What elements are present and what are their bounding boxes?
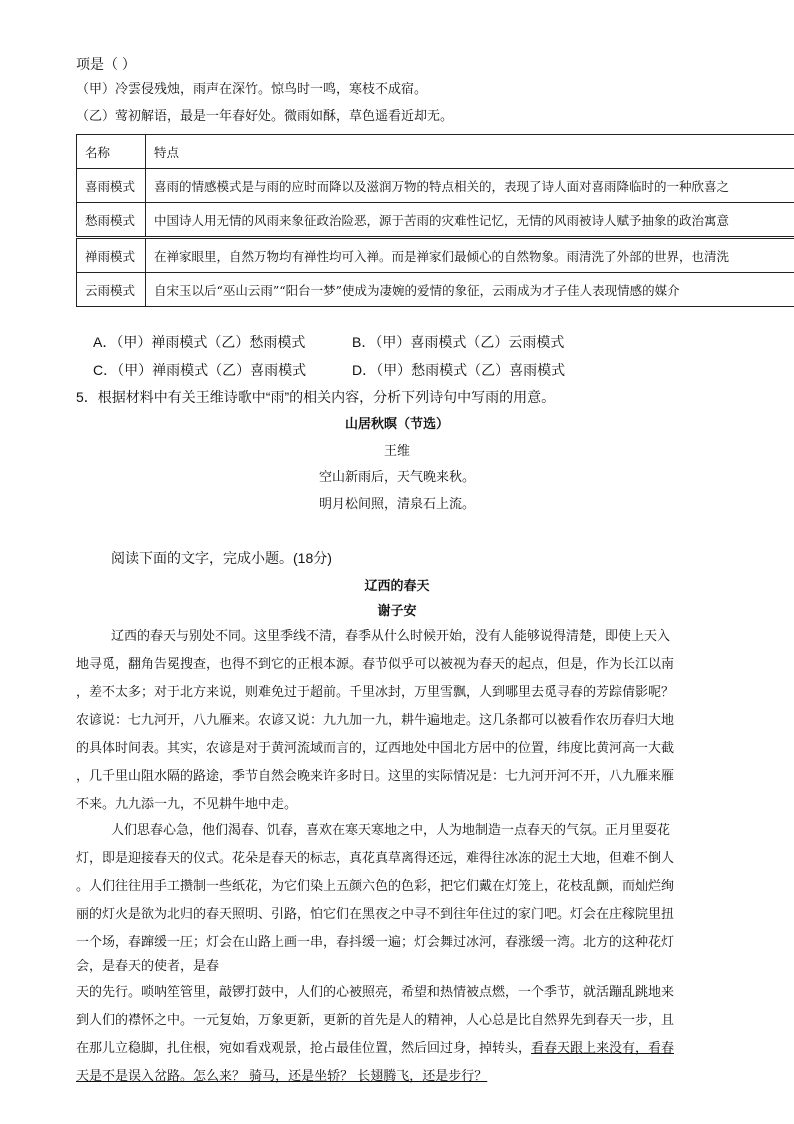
- passage-line: ，差不太多；对于北方来说，则难免过于超前。千里冰封，万里雪飘，人到哪里去觅寻春的芳踪倩影呢？: [76, 685, 675, 700]
- table-row: [77, 273, 794, 307]
- passage-line: 丽的灯火是欲为北归的春天照明、引路，怕它们在黑夜之中寻不到往年住过的家门吧。灯会在庄稼院里扭: [76, 907, 675, 922]
- passage-line: 天的先行。唢呐笙管里，敲锣打鼓中，人们的心被照亮，希望和热情被点燃，一个季节，就活蹦乱跳地来: [76, 985, 675, 1000]
- table-cell-mode: 禅雨模式: [77, 238, 146, 273]
- passage-line: 。人们往往用手工攒制一些纸花，为它们染上五颜六色的色彩，把它们戴在灯笼上，花枝乱颤，而灿烂绚: [76, 879, 675, 894]
- passage-line: 一个场，春蹿缓一圧；灯会在山路上画一串，春抖缓一遍；灯会舞过冰河，春涨缓一湾。北方的这种花灯: [76, 935, 675, 950]
- underlined-passage-text: 看春天跟上来没有，看春: [531, 1041, 675, 1056]
- table-cell-feature: 自宋玉以后“巫山云雨”“阳台一梦”使成为凄婉的爱情的象征，云雨成为才子佳人表现情感的媒介: [146, 273, 794, 307]
- table-header-row: [77, 135, 794, 169]
- question-5-prompt: 5．根据材料中有关王维诗歌中“雨”的相关内容，分析下列诗句中写雨的用意。: [76, 389, 556, 405]
- option-d: D．（甲）愁雨模式（乙）喜雨模式: [352, 362, 566, 378]
- poem-line-1: 空山新雨后，天气晚来秋。: [318, 470, 475, 485]
- table-cell-mode: 云雨模式: [77, 273, 146, 307]
- passage-line: 的具体时间表。其实，农谚是对于黄河流域而言的，辽西地处中国北方居中的位置，纬度比黄河高一大截: [76, 741, 675, 756]
- reading-author: 谢子安: [377, 604, 417, 619]
- passage-line: 灯，即是迎接春天的仪式。花朵是春天的标志，真花真草离得还远，难得往冰冻的泥土大地，但难不倒人: [76, 851, 675, 866]
- table-cell-mode: 愁雨模式: [77, 203, 146, 238]
- table-row: [77, 203, 794, 238]
- table-header-feature: 特点: [146, 135, 794, 169]
- passage-line: 会，是春天的使者，是春: [76, 959, 220, 974]
- table-row: [77, 169, 794, 203]
- passage-line: 不来。九九添一九，不见耕牛地中走。: [76, 797, 298, 812]
- passage-line: ，几千里山阻水隔的路途，季节自然会晚来许多时日。这里的实际情况是：七九河开河不开，八九雁来雁: [76, 769, 675, 784]
- passage-line: 人们思春心急，他们渴春、饥春，喜欢在寒天寒地之中，人为地制造一点春天的气氛。正月里耍花: [111, 823, 671, 838]
- option-a: A．（甲）禅雨模式（乙）愁雨模式: [93, 334, 306, 350]
- passage-line: [76, 1040, 674, 1058]
- passage-line: 农谚说：七九河开，八九雁来。农谚又说：九九加一九，耕牛遍地走。这几条都可以被看作农历春归大地: [76, 713, 675, 728]
- table-cell-mode: 喜雨模式: [77, 169, 146, 203]
- poem-a: （甲）冷雲侵残烛，雨声在深竹。惊鸟时一鸣，寒枝不成宿。: [76, 82, 428, 97]
- option-c: C．（甲）禅雨模式（乙）喜雨模式: [93, 362, 307, 378]
- table-cell-feature: 中国诗人用无情的风雨来象征政治险恶，源于苦雨的灾难性记忆，无情的风雨被诗人赋予抽象的政治寓意: [146, 203, 794, 238]
- rain-modes-table: [76, 134, 794, 307]
- table-cell-feature: 在禅家眼里，自然万物均有禅性均可入禅。而是禅家们最倾心的自然物象。雨清洗了外部的世界，也清洗: [146, 238, 794, 273]
- poem-author: 王维: [383, 444, 410, 459]
- passage-text: 在那儿立稳脚，扎住根，宛如看戏观景，抢占最佳位置，然后回过身，掉转头，: [76, 1041, 532, 1056]
- poem-title: 山居秋暝（节选）: [344, 417, 449, 432]
- poem-b: （乙）莺初解语，最是一年春好处。微雨如酥，草色遥看近却无。: [76, 109, 454, 124]
- underlined-passage-line: 天是不是误入岔路。怎么来？ 骑马，还是坐轿？ 长翅腾飞，还是步行？: [76, 1069, 488, 1084]
- poem-line-2: 明月松间照，清泉石上流。: [318, 497, 475, 512]
- passage-line: 地寻觅，翻角告冕搜查，也得不到它的正根本源。春节似乎可以被视为春天的起点，但是，作为长江以南: [76, 657, 675, 672]
- reading-instruction: 阅读下面的文字，完成小题。(18分): [111, 550, 332, 566]
- question-4-stem-tail: 项是（ ）: [76, 56, 136, 72]
- passage-line: 到人们的襟怀之中。一元复始，万象更新，更新的首先是人的精神，人心总是比自然界先到春天一步，且: [76, 1013, 675, 1028]
- table-cell-feature: 喜雨的情感模式是与雨的应时而降以及滋润万物的特点相关的，表现了诗人面对喜雨降临时的一种欣喜之: [146, 169, 794, 203]
- table-header-name: 名称: [77, 135, 146, 169]
- reading-title: 辽西的春天: [364, 579, 430, 594]
- table-row: [77, 238, 794, 273]
- passage-line: 辽西的春天与别处不同。这里季线不清，春季从什么时候开始，没有人能够说得清楚，即使上天入: [111, 629, 671, 644]
- option-b: B．（甲）喜雨模式（乙）云雨模式: [352, 334, 565, 350]
